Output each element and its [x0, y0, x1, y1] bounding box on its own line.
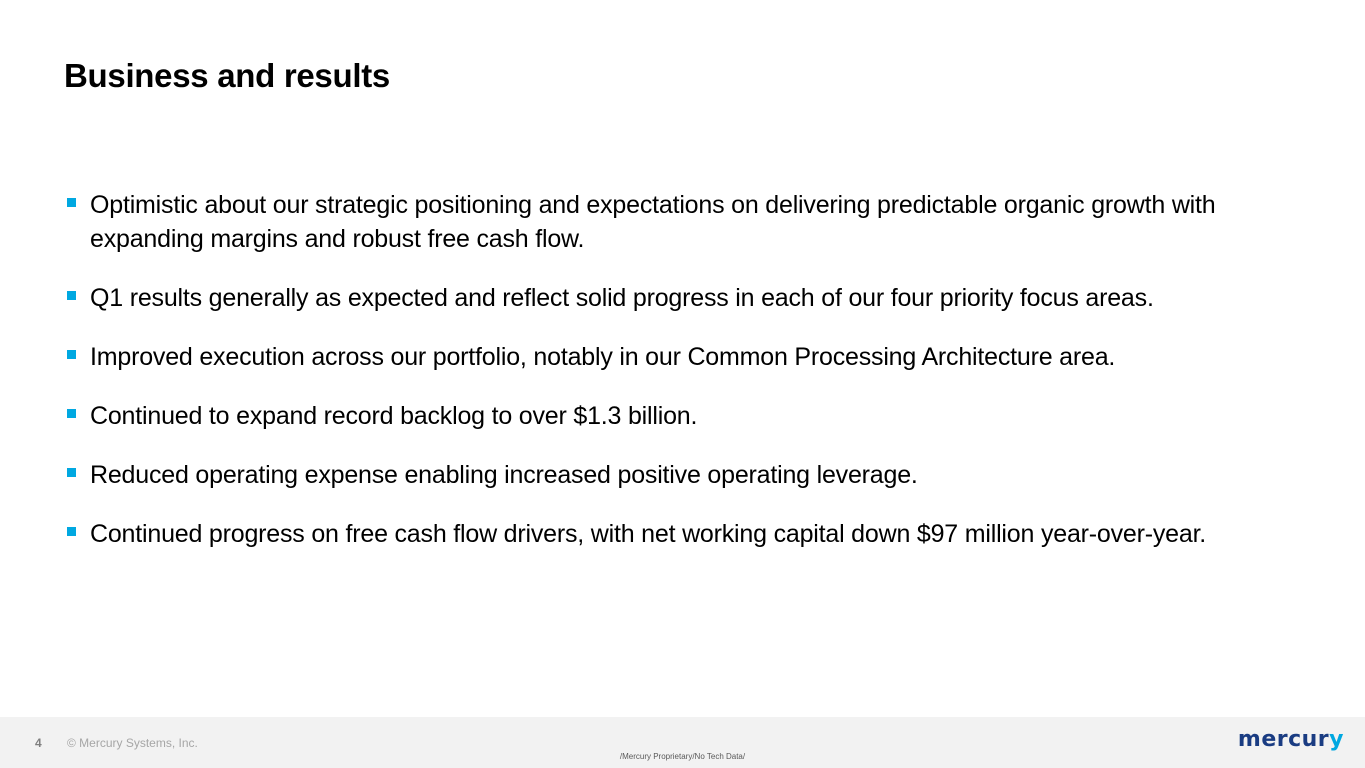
bullet-item — [64, 399, 1304, 433]
bullet-item — [64, 517, 1304, 551]
logo-text-accent: y — [1329, 727, 1344, 752]
bullet-list — [64, 188, 1304, 576]
square-bullet-icon — [67, 350, 76, 359]
classification-label: /Mercury Proprietary/No Tech Data/ — [619, 752, 746, 761]
logo-text-main: mercur — [1237, 727, 1330, 752]
copyright-notice: © Mercury Systems, Inc. — [67, 736, 198, 750]
slide-footer — [0, 717, 1365, 768]
bullet-text: Reduced operating expense enabling increased positive operating leverage. — [90, 461, 918, 489]
bullet-text: Optimistic about our strategic positioning and expectations on delivering predictable organic growth with expanding margins and robust free cash flow. — [90, 191, 1216, 253]
bullet-text: Q1 results generally as expected and reflect solid progress in each of our four priority focus areas. — [90, 284, 1154, 312]
square-bullet-icon — [67, 198, 76, 207]
square-bullet-icon — [67, 468, 76, 477]
bullet-item — [64, 458, 1304, 492]
bullet-text: Improved execution across our portfolio, notably in our Common Processing Architecture area. — [90, 343, 1116, 371]
square-bullet-icon — [67, 527, 76, 536]
square-bullet-icon — [67, 291, 76, 300]
square-bullet-icon — [67, 409, 76, 418]
bullet-item — [64, 340, 1304, 374]
bullet-text: Continued to expand record backlog to over $1.3 billion. — [90, 402, 698, 430]
bullet-text: Continued progress on free cash flow drivers, with net working capital down $97 million year-over-year. — [90, 520, 1207, 548]
mercury-logo — [1238, 727, 1344, 752]
page-number: 4 — [35, 736, 42, 750]
bullet-item — [64, 188, 1304, 256]
slide-title: Business and results — [64, 57, 390, 94]
bullet-item — [64, 281, 1304, 315]
